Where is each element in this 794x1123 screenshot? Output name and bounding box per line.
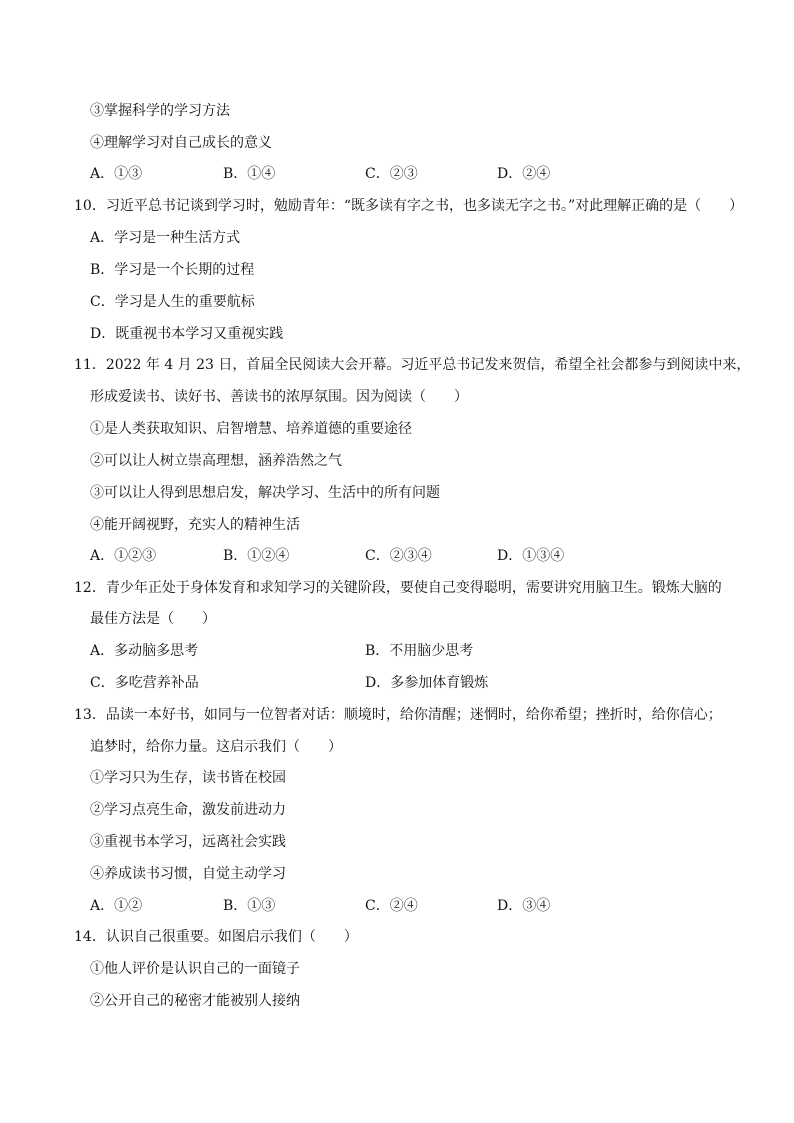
q13-stem-line-2: 追梦时，给你力量。这启示我们（ ） xyxy=(90,739,342,755)
q11-option-3: ③可以让人得到思想启发，解决学习、生活中的所有问题 xyxy=(90,485,440,501)
q10-choice-a: A．学习是一种生活方式 xyxy=(90,230,241,246)
q11-choice-d: D．①③④ xyxy=(497,548,565,564)
q12-choice-c: C．多吃营养补品 xyxy=(90,675,199,691)
q13-option-1: ①学习只为生存，读书皆在校园 xyxy=(90,770,286,786)
q13-choice-b: B．①③ xyxy=(223,898,276,914)
q13-option-4: ④养成读书习惯，自觉主动学习 xyxy=(90,866,286,882)
q12-choice-d: D．多参加体育锻炼 xyxy=(365,675,489,691)
q11-option-1: ①是人类获取知识、启智增慧、培养道德的重要途径 xyxy=(90,421,412,437)
q10-choice-d: D．既重视书本学习又重视实践 xyxy=(90,326,284,342)
q13-stem-line-1: 13．品读一本好书，如同与一位智者对话：顺境时，给你清醒；迷惘时，给你希望；挫折时，给你信心； xyxy=(74,707,722,723)
q11-stem-line-2: 形成爱读书、读好书、善读书的浓厚氛围。因为阅读（ ） xyxy=(90,389,468,405)
q14-option-2: ②公开自己的秘密才能被别人接纳 xyxy=(90,993,300,1009)
q9-option-3: ③掌握科学的学习方法 xyxy=(90,103,230,119)
q12-stem-line-1: 12．青少年正处于身体发育和求知学习的关键阶段，要使自己变得聪明，需要讲究用脑卫生。锻炼大脑的 xyxy=(74,580,722,596)
q11-choice-b: B．①②④ xyxy=(223,548,290,564)
q11-stem-line-1: 11．2022 年 4 月 23 日，首届全民阅读大会开幕。习近平总书记发来贺信，希望全社会都参与到阅读中来， xyxy=(74,357,751,373)
q12-choice-a: A．多动脑多思考 xyxy=(90,643,199,659)
q10-choice-c: C．学习是人生的重要航标 xyxy=(90,294,255,310)
q11-choice-a: A．①②③ xyxy=(90,548,157,564)
q10-stem: 10．习近平总书记谈到学习时，勉励青年：“既多读有字之书，也多读无字之书。”对此理解正确的是（ ） xyxy=(74,198,744,214)
q13-choice-a: A．①② xyxy=(90,898,143,914)
q11-option-2: ②可以让人树立崇高理想，涵养浩然之气 xyxy=(90,453,342,469)
q13-choice-c: C．②④ xyxy=(365,898,418,914)
q14-stem: 14．认识自己很重要。如图启示我们（ ） xyxy=(74,929,358,945)
q12-choice-b: B．不用脑少思考 xyxy=(365,643,474,659)
q9-choice-d: D．②④ xyxy=(497,166,551,182)
q9-option-4: ④理解学习对自己成长的意义 xyxy=(90,135,272,151)
q10-choice-b: B．学习是一个长期的过程 xyxy=(90,262,255,278)
q9-choice-b: B．①④ xyxy=(223,166,276,182)
q11-option-4: ④能开阔视野，充实人的精神生活 xyxy=(90,517,300,533)
q13-choice-d: D．③④ xyxy=(497,898,551,914)
q9-choice-c: C．②③ xyxy=(365,166,418,182)
q11-choice-c: C．②③④ xyxy=(365,548,432,564)
q12-stem-line-2: 最佳方法是（ ） xyxy=(90,611,216,627)
q13-option-2: ②学习点亮生命，激发前进动力 xyxy=(90,802,286,818)
q9-choice-a: A．①③ xyxy=(90,166,143,182)
q13-option-3: ③重视书本学习，远离社会实践 xyxy=(90,834,286,850)
q14-option-1: ①他人评价是认识自己的一面镜子 xyxy=(90,961,300,977)
